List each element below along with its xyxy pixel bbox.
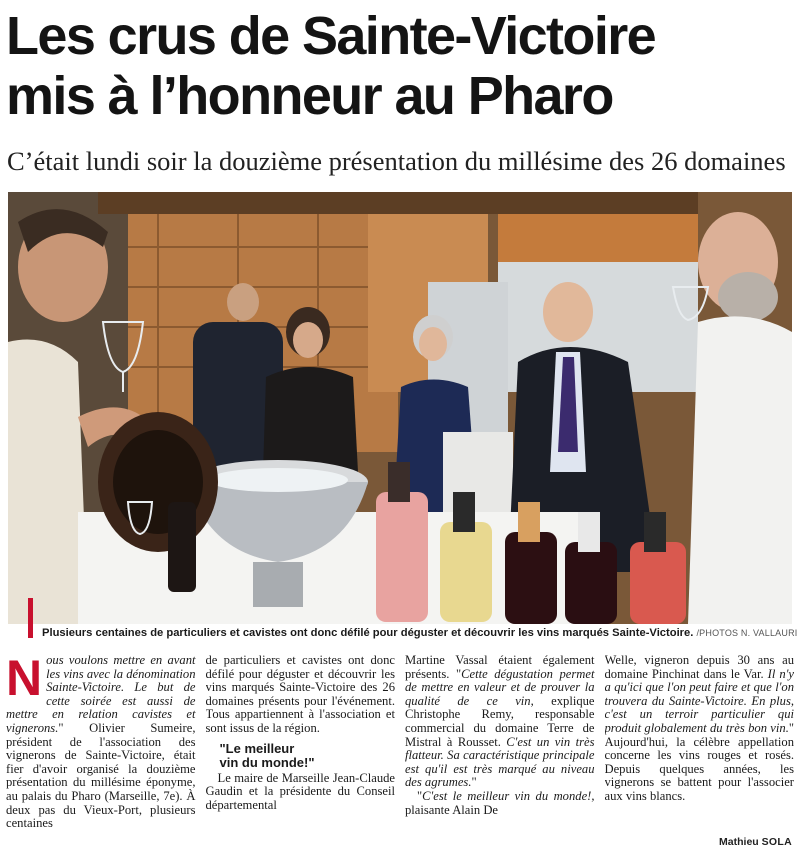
col3-quote-3: C'est le meilleur vin du monde!,: [422, 788, 595, 803]
col4-text-a: Welle, vigneron depuis 30 ans au domaine Pinchinat dans le Var.: [604, 654, 794, 681]
byline: [719, 836, 792, 848]
headline-line-1: Les crus de Sainte-Victoire: [6, 6, 656, 66]
col3-text-c: explique Christophe Remy, responsable commercial du domaine Terre de Mistral à Rousset.: [405, 693, 595, 749]
col1-text: " Olivier Sumeire, président de l'association des vignerons de Sainte-Victoire, était fier d'avoir organisé la douzième présentation du millésime éponyme, au palais du Pharo (Marseille, 7e). À deux pas du Vieux-Port, plusieurs centaines: [6, 720, 196, 831]
caption-accent-bar: [28, 598, 33, 638]
col3-quote-1: Cette dégustation permet de mettre en valeur et de prouver la qualité de ce vin,: [405, 666, 595, 708]
col3-text-a: Martine Vassal étaient également présents. ": [405, 654, 595, 681]
col4-text-c: " Aujourd'hui, la célèbre appellation concerne les vins rouges et rosés. Depuis quelques années, les vignerons se battent pour l'associer aux vins blancs.: [604, 720, 794, 803]
column-1: [6, 654, 196, 854]
byline-last: SOLA: [761, 836, 792, 848]
headline-line-2: mis à l’honneur au Pharo: [6, 66, 613, 126]
col4-quote: Il n'y a qu'ici que l'on peut faire et que l'on trouvera du Sainte-Victoire. En plus, c'est un terroir particulier qui produit globalement du très bon vin.: [604, 666, 794, 735]
headline: [6, 6, 796, 126]
column-4: [605, 654, 795, 854]
article-body: [6, 654, 794, 854]
photo-credit: /PHOTOS N. VALLAURI: [696, 628, 798, 638]
article-photo: [8, 192, 792, 624]
subhead-line-1: "Le meilleur: [219, 740, 295, 756]
column-3: [405, 654, 595, 854]
column-2: [206, 654, 396, 854]
wine-tasting-photo-illustration: [8, 192, 792, 624]
byline-first: Mathieu: [719, 836, 759, 848]
col2-paragraph-2: Le maire de Marseille Jean-Claude Gaudin et la présidente du Conseil départemental: [205, 770, 395, 812]
dropcap: N: [6, 654, 43, 706]
caption-text: Plusieurs centaines de particuliers et cavistes ont donc défilé pour déguster et découvrir les vins marqués Sainte-Victoire.: [42, 627, 694, 639]
col3-p2-open: ": [417, 788, 423, 803]
subhead-line-2: vin du monde!": [219, 754, 315, 770]
photo-caption: [42, 626, 798, 640]
col3-p2-text: plaisante Alain De: [405, 802, 499, 817]
col3-text-e: ": [471, 775, 477, 790]
col2-paragraph-1: de particuliers et cavistes ont donc défilé pour déguster et découvrir les vins marqués Sainte-Victoire des 26 domaines présents pour l'événement. Tous appartiennent à l'association et sont issus de la région.: [205, 654, 395, 735]
intro-quote: ous voulons mettre en avant les vins avec la dénomination Sainte-Victoire. Le but de cette soirée est aussi de mettre en relation cavistes et vignerons.: [6, 654, 196, 735]
subtitle: C’était lundi soir la douzième présentation du millésime des 26 domaines: [7, 146, 786, 176]
subhead: [220, 742, 396, 770]
col3-quote-2: C'est un vin très flatteur. Sa caractéristique principale est qu'il est très marqué au niveau des agrumes.: [405, 734, 595, 790]
